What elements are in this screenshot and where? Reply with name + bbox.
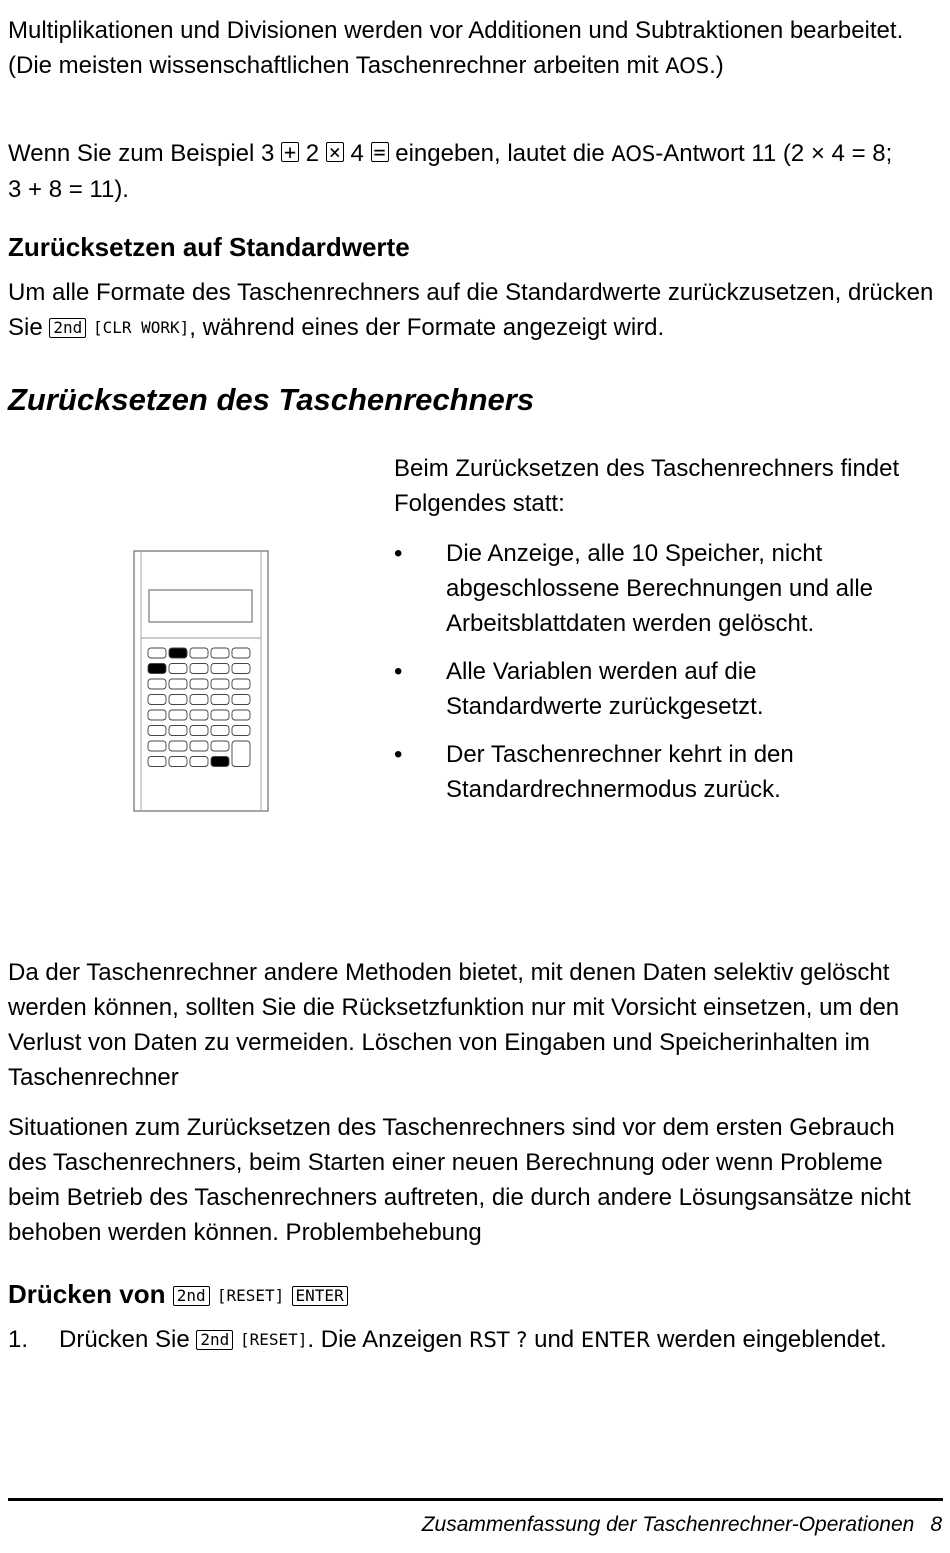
calculator-key bbox=[232, 710, 250, 720]
key-2nd: 2nd bbox=[173, 1286, 210, 1306]
key-times: × bbox=[326, 142, 344, 162]
intro-text: Multiplikationen und Divisionen werden vor Additionen und Subtraktionen bearbeitet. (Die meisten wissenschaftlichen Taschenrechner arbeiten mit bbox=[8, 17, 904, 79]
calculator-key bbox=[148, 741, 166, 751]
situations-paragraph: Situationen zum Zurücksetzen des Taschenrechners sind vor dem ersten Gebrauch des Taschenrechners, beim Starten einer neuen Berechnung oder wenn Probleme beim Betrieb des Taschenrechners auftreten, die durch andere Lösungsansätze nicht behoben werden können. Problembehebung bbox=[8, 1114, 911, 1246]
calculator-key bbox=[169, 664, 187, 674]
example-text-2: 2 bbox=[299, 140, 326, 167]
calculator-key bbox=[211, 695, 229, 705]
calculator-key bbox=[148, 648, 166, 658]
bullet-marker: • bbox=[394, 741, 403, 768]
reset-bullet-list bbox=[394, 536, 914, 807]
calculator-key bbox=[148, 710, 166, 720]
calculator-key bbox=[232, 648, 250, 658]
calculator-key bbox=[190, 757, 208, 767]
calculator-key bbox=[169, 757, 187, 767]
footer bbox=[422, 1513, 942, 1537]
key-enter: ENTER bbox=[292, 1286, 348, 1306]
press-heading bbox=[8, 1279, 348, 1310]
calculator-key bbox=[148, 695, 166, 705]
example-text-4: eingeben, lautet die bbox=[388, 140, 612, 167]
bullet-marker: • bbox=[394, 658, 403, 685]
list-item-text: Die Anzeige, alle 10 Speicher, nicht abgeschlossene Berechnungen und alle Arbeitsblattdaten werden gelöscht. bbox=[446, 540, 873, 637]
example-text-5: -Antwort 11 (2 × 4 = 8; 3 + 8 = 11). bbox=[8, 140, 893, 203]
calculator-key bbox=[169, 741, 187, 751]
calculator-key bbox=[148, 664, 166, 674]
defaults-paragraph bbox=[8, 275, 943, 345]
example-text-3: 4 bbox=[343, 140, 371, 167]
calculator-key bbox=[232, 695, 250, 705]
list-item-text: Alle Variablen werden auf die Standardwerte zurückgesetzt. bbox=[446, 658, 764, 720]
calculator-key bbox=[211, 710, 229, 720]
calculator-key bbox=[211, 741, 229, 751]
intro-paragraph bbox=[8, 13, 928, 84]
secondary-clr-work: [CLR WORK] bbox=[92, 318, 190, 337]
press-heading-text: Drücken von bbox=[8, 1279, 173, 1309]
calculator-icon bbox=[133, 550, 269, 812]
calculator-key bbox=[211, 679, 229, 689]
list-item bbox=[394, 654, 914, 724]
key-2nd: 2nd bbox=[49, 318, 86, 338]
step-text-3: und bbox=[527, 1326, 581, 1353]
calculator-key bbox=[211, 757, 229, 767]
footer-rule bbox=[8, 1498, 943, 1501]
list-item-text: Der Taschenrechner kehrt in den Standardrechnermodus zurück. bbox=[446, 741, 794, 803]
section-title: Zurücksetzen des Taschenrechners bbox=[8, 382, 535, 417]
calculator-key bbox=[190, 679, 208, 689]
calculator-key bbox=[190, 664, 208, 674]
reset-effects bbox=[394, 451, 914, 820]
step-text-1: Drücken Sie bbox=[59, 1326, 197, 1353]
calculator-key bbox=[190, 741, 208, 751]
calculator-key bbox=[190, 726, 208, 736]
key-2nd: 2nd bbox=[196, 1330, 233, 1350]
example-text-1: Wenn Sie zum Beispiel 3 bbox=[8, 140, 282, 167]
calculator-key bbox=[232, 679, 250, 689]
aos-term: AOS bbox=[611, 142, 656, 166]
key-plus: + bbox=[281, 142, 299, 162]
caution-paragraph: Da der Taschenrechner andere Methoden bietet, mit denen Daten selektiv gelöscht werden können, sollten Sie die Rücksetzfunktion nur mit Vorsicht einsetzen, um den Verlust von Daten zu vermeiden. Löschen von Eingaben und Speicherinhalten im Taschenrechner bbox=[8, 959, 900, 1091]
calculator-key bbox=[190, 695, 208, 705]
bullet-marker: • bbox=[394, 540, 403, 567]
list-item bbox=[394, 536, 914, 641]
step-text-2: . Die Anzeigen bbox=[307, 1326, 469, 1353]
rst-indicator: RST ? bbox=[468, 1328, 528, 1352]
secondary-reset: [RESET] bbox=[216, 1286, 285, 1305]
calculator-key bbox=[148, 757, 166, 767]
list-item bbox=[394, 737, 914, 807]
key-equals: = bbox=[371, 142, 389, 162]
calculator-key bbox=[148, 679, 166, 689]
calculator-key bbox=[232, 664, 250, 674]
enter-indicator: ENTER bbox=[580, 1328, 651, 1352]
defaults-text-1: Um alle Formate des Taschenrechners auf die Standardwerte zurückzusetzen, drücken Sie bbox=[8, 279, 934, 341]
calculator-key bbox=[211, 664, 229, 674]
step-1 bbox=[8, 1322, 888, 1358]
calculator-key bbox=[169, 710, 187, 720]
secondary-reset: [RESET] bbox=[239, 1330, 308, 1349]
defaults-text-2: , während eines der Formate angezeigt wird. bbox=[189, 314, 665, 341]
step-text bbox=[59, 1322, 888, 1358]
reset-lead: Beim Zurücksetzen des Taschenrechners findet Folgendes statt: bbox=[394, 455, 900, 517]
calculator-key bbox=[169, 726, 187, 736]
calculator-key bbox=[148, 726, 166, 736]
calculator-key bbox=[190, 648, 208, 658]
defaults-heading: Zurücksetzen auf Standardwerte bbox=[8, 232, 410, 262]
step-number: 1. bbox=[8, 1326, 29, 1353]
calculator-key bbox=[232, 726, 250, 736]
step-text-4: werden eingeblendet. bbox=[650, 1326, 887, 1353]
example-paragraph bbox=[8, 136, 908, 207]
calculator-key bbox=[169, 648, 187, 658]
calculator-key bbox=[169, 695, 187, 705]
aos-term: AOS bbox=[665, 54, 710, 78]
intro-text-end: .) bbox=[709, 52, 724, 79]
calculator-key bbox=[169, 679, 187, 689]
calculator-key bbox=[190, 710, 208, 720]
calculator-key bbox=[211, 648, 229, 658]
calculator-key bbox=[211, 726, 229, 736]
page-number: 8 bbox=[930, 1513, 942, 1536]
footer-title: Zusammenfassung der Taschenrechner-Operationen bbox=[421, 1513, 915, 1536]
calculator-key bbox=[232, 741, 250, 767]
